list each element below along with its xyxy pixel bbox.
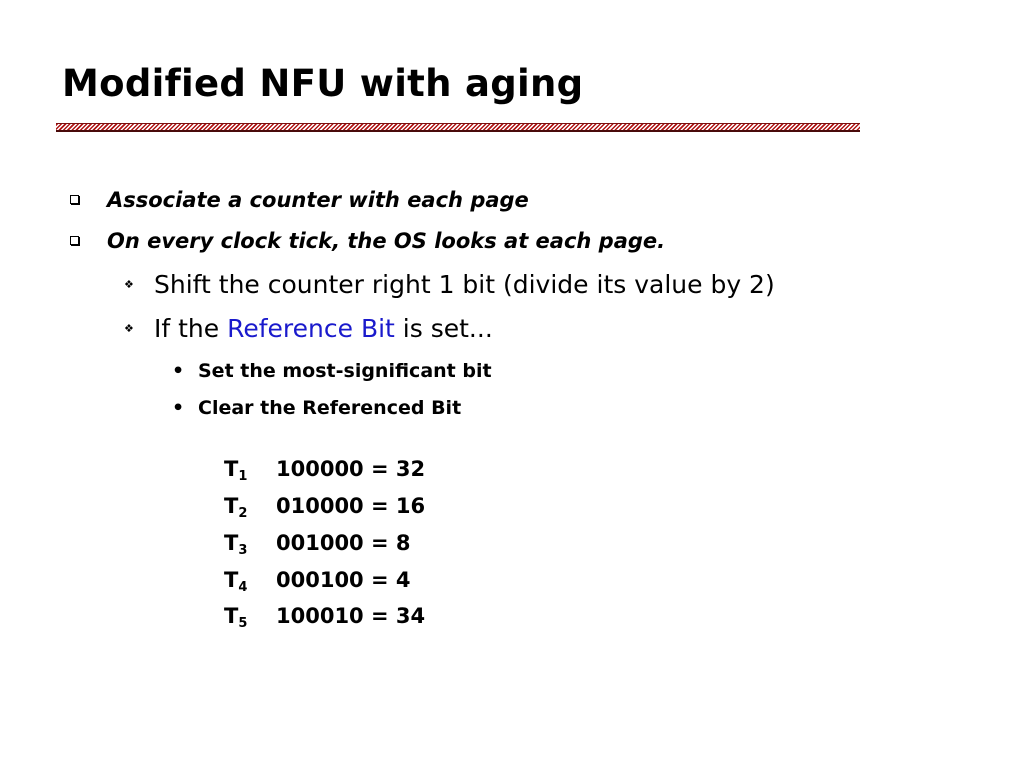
tick-label: $T_5$: [224, 604, 248, 631]
table-row: [224, 604, 426, 631]
bullet-text-prefix: If the: [154, 314, 228, 343]
bullet-set-msb: [172, 360, 492, 382]
tick-label: $T_2$: [224, 494, 248, 521]
bullet-reference-bit: [124, 314, 493, 343]
bullet-text: Clear the Referenced Bit: [198, 397, 462, 419]
table-row: [224, 568, 411, 595]
counter-value: 010000 = 16: [276, 494, 426, 518]
bullet-associate-counter: [70, 188, 529, 212]
dot-bullet-icon: •: [172, 397, 185, 419]
table-row: [224, 531, 411, 558]
title-divider: [56, 123, 860, 132]
counter-value: 100000 = 32: [276, 457, 426, 481]
bullet-clock-tick: [70, 229, 665, 253]
tick-label: $T_3$: [224, 531, 248, 558]
counter-value: 001000 = 8: [276, 531, 411, 555]
diamond-cluster-icon: ❖: [124, 277, 134, 291]
bullet-text: Shift the counter right 1 bit (divide its value by 2): [154, 270, 775, 299]
bullet-text: Associate a counter with each page: [107, 188, 529, 212]
slide-title: Modified NFU with aging: [62, 62, 584, 105]
tick-label: $T_4$: [224, 568, 248, 595]
square-bullet-icon: [70, 195, 79, 204]
reference-bit-highlight: Reference Bit: [227, 314, 395, 343]
bullet-shift-counter: [124, 270, 775, 299]
dot-bullet-icon: •: [172, 360, 185, 382]
counter-value: 000100 = 4: [276, 568, 411, 592]
bullet-text-suffix: is set...: [394, 314, 493, 343]
bullet-text: On every clock tick, the OS looks at each page.: [107, 229, 666, 253]
square-bullet-icon: [70, 236, 79, 245]
bullet-clear-referenced: [172, 397, 461, 419]
bullet-text: Set the most-significant bit: [198, 360, 492, 382]
diamond-cluster-icon: ❖: [124, 321, 134, 335]
tick-label: $T_1$: [224, 457, 248, 484]
table-row: [224, 457, 426, 484]
counter-value: 100010 = 34: [276, 604, 426, 628]
table-row: [224, 494, 426, 521]
